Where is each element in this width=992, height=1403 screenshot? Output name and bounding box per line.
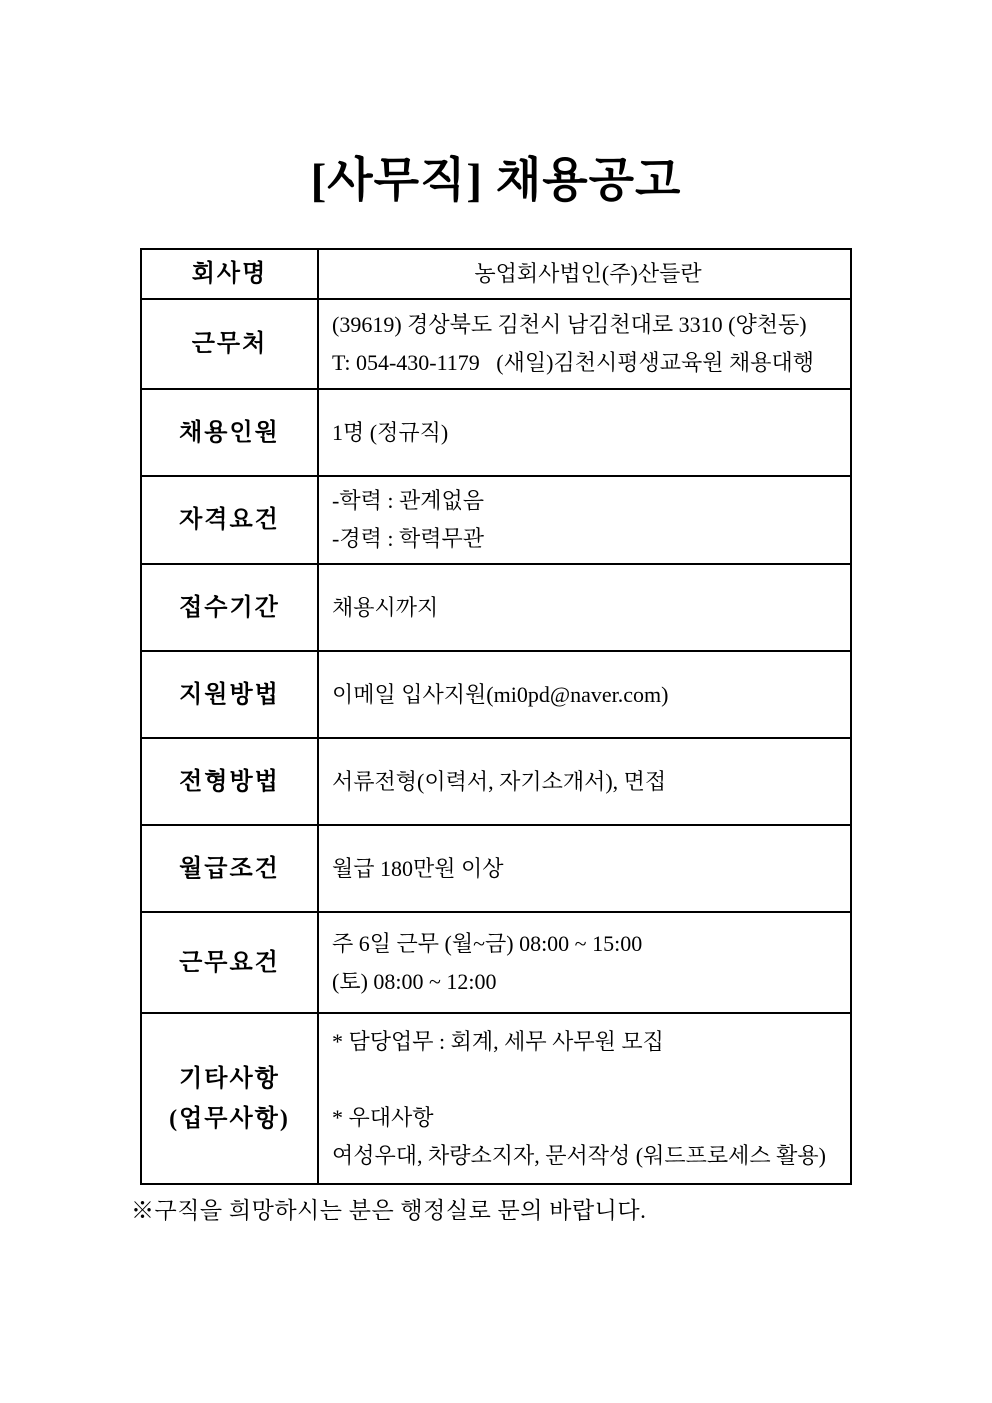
row-label-cell [141,825,318,912]
job-table [140,248,852,1185]
row-value-cell [318,476,851,564]
table-row [141,738,851,825]
row-value-cell [318,1013,851,1184]
row-label-line: 기타사항 [179,1065,280,1092]
row-value-line: 이메일 입사지원(mi0pd@naver.com) [332,681,669,707]
row-label-cell [141,738,318,825]
row-value-cell [318,299,851,389]
row-value-cell [318,912,851,1013]
row-value-cell [318,825,851,912]
table-row [141,564,851,651]
row-value-line: 여성우대, 차량소지자, 문서작성 (워드프로세스 활용) [332,1142,826,1168]
table-row [141,299,851,389]
row-value-line: 농업회사법인(주)산들란 [474,261,702,286]
page-title: [사무직] 채용공고 [310,155,682,207]
row-value-line: 채용시까지 [332,594,439,620]
row-label-cell [141,912,318,1013]
row-label-line: 전형방법 [179,768,280,795]
row-value-line: 서류전형(이력서, 자기소개서), 면접 [332,768,667,794]
table-row [141,1013,851,1184]
row-value-line: * 담당업무 : 회계, 세무 사무원 모집 [332,1028,664,1054]
row-value-cell [318,249,851,299]
footer-note: ※구직을 희망하시는 분은 행정실로 문의 바랍니다. [131,1198,647,1223]
table-row [141,249,851,299]
row-label-cell [141,651,318,738]
row-value-line: 주 6일 근무 (월~금) 08:00 ~ 15:00 [332,930,643,956]
row-label-line: (업무사항) [169,1105,290,1132]
row-label-line: 채용인원 [179,419,280,446]
row-value-line: (39619) 경상북도 김천시 남김천대로 3310 (양천동) [332,312,807,337]
row-value-line: (토) 08:00 ~ 12:00 [332,968,497,994]
row-label-line: 접수기간 [179,594,280,621]
row-label-cell [141,389,318,476]
row-label-line: 근무처 [191,331,268,357]
row-value-cell [318,389,851,476]
row-label-line: 자격요건 [179,507,280,533]
table-row [141,476,851,564]
row-label-cell [141,299,318,389]
row-label-line: 근무요건 [179,949,280,976]
row-label-cell [141,564,318,651]
table-row [141,912,851,1013]
row-value-line: * 우대사항 [332,1104,434,1130]
row-label-cell [141,249,318,299]
table-row [141,825,851,912]
row-value-cell [318,651,851,738]
row-value-cell [318,564,851,651]
row-value-line: -학력 : 관계없음 [332,488,484,513]
row-value-line: 1명 (정규직) [332,419,449,445]
row-value-line: -경력 : 학력무관 [332,526,484,551]
row-label-cell [141,1013,318,1184]
row-value-line [332,1061,844,1099]
job-table-body [141,249,851,1184]
row-label-cell [141,476,318,564]
row-label-line: 지원방법 [179,681,280,708]
row-label-line: 월급조건 [179,855,280,882]
row-label-line: 회사명 [191,261,268,287]
row-value-line: T: 054-430-1179 (새일)김천시평생교육원 채용대행 [332,350,814,375]
row-value-line: 월급 180만원 이상 [332,855,504,881]
table-row [141,651,851,738]
table-row [141,389,851,476]
row-value-cell [318,738,851,825]
